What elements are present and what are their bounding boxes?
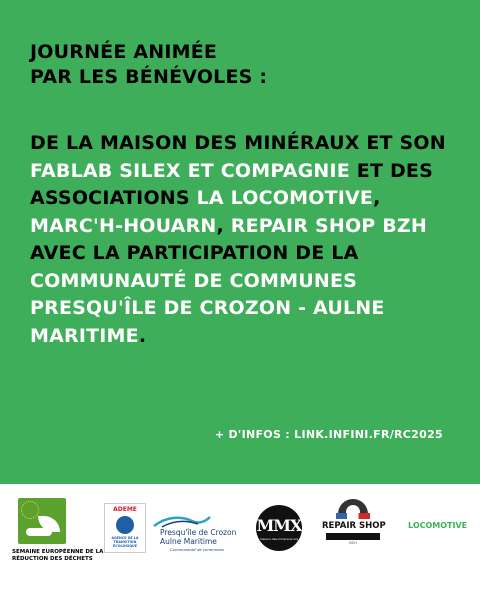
repair-shop-logo (322, 497, 384, 555)
repair-shop-wordmark: REPAIR SHOP (322, 521, 386, 531)
locomotive-logo: LOCOMOTIVE (408, 521, 468, 530)
communaute-name: COMMUNAUTÉ DE COMMUNES PRESQU'ÎLE DE CROZON - AULNE MARITIME (30, 269, 385, 347)
more-info-link[interactable]: + D'INFOS : LINK.INFINI.FR/RC2025 (214, 428, 443, 441)
globe-icon (116, 516, 134, 534)
organizers-paragraph (30, 130, 460, 350)
eu-stars-icon (21, 501, 39, 519)
text-segment: , (216, 214, 231, 237)
repair-banner (326, 533, 380, 540)
intro-line-2: PAR LES BÉNÉVOLES : (30, 66, 268, 88)
repair-shop-name: REPAIR SHOP BZH (230, 214, 428, 237)
wave-icon (152, 514, 212, 528)
hand-icon (26, 528, 52, 536)
serd-logo (18, 498, 66, 544)
text-segment: . (138, 324, 147, 347)
intro-heading (30, 40, 460, 90)
crozon-name: Presqu'île de Crozon Aulne Maritime (160, 528, 237, 546)
mmx-wordmark: MMX (256, 516, 302, 535)
ademe-logo (104, 503, 146, 553)
intro-line-1: JOURNÉE ANIMÉE (30, 41, 218, 63)
text-segment: AVEC LA PARTICIPATION DE LA (30, 242, 359, 264)
mmx-url: maison-des-mineraux.org (259, 537, 299, 541)
mmx-logo (256, 505, 302, 551)
march-houarn-name: MARC'H-HOUARN (30, 214, 217, 237)
fablab-name: FABLAB SILEX ET COMPAGNIE (30, 159, 350, 182)
repair-shop-subtitle: BZH (349, 541, 357, 545)
crozon-logo (152, 512, 248, 554)
text-segment: , (373, 187, 381, 209)
text-segment: ET DES ASSOCIATIONS (30, 159, 433, 209)
crozon-subtitle: Communauté de communes (170, 547, 224, 552)
locomotive-name: LA LOCOMOTIVE (196, 187, 374, 209)
ademe-subtitle: AGENCE DE LA TRANSITION ÉCOLOGIQUE (111, 536, 139, 548)
ademe-title: ADEME (113, 506, 137, 513)
serd-caption: SEMAINE EUROPÉENNE DE LA RÉDUCTION DES DÉCHETS (12, 549, 104, 562)
text-segment: DE LA MAISON DES MINÉRAUX ET SON (30, 132, 446, 154)
flag-stripe (336, 513, 370, 519)
